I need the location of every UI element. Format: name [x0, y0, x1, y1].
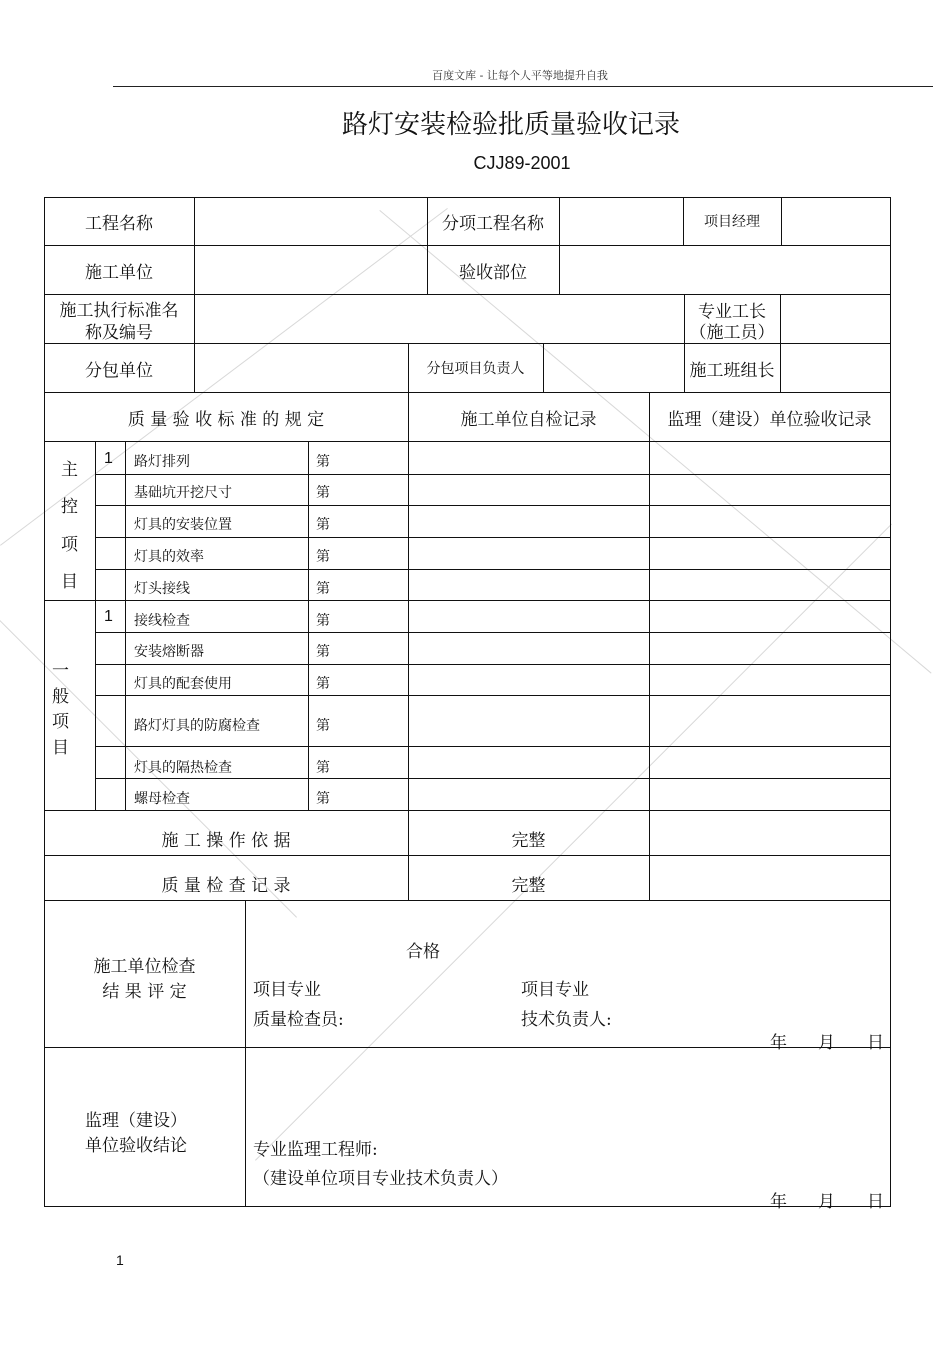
construction-result-label-2: 结 果 评 定	[102, 982, 187, 1002]
page-number: 1	[116, 1252, 124, 1268]
date-year: 年	[770, 1033, 787, 1053]
item-number: 1	[104, 608, 113, 625]
standard-code: CJJ89-2001	[473, 153, 571, 173]
supervision-result-label-2: 单位验收结论	[85, 1136, 187, 1156]
general-item-name: 灯具的配套使用	[134, 676, 232, 692]
supervision-result-label-1: 监理（建设）	[85, 1111, 187, 1131]
general-item-clause: 第	[316, 644, 330, 660]
sub-project-label: 分项工程名称	[442, 214, 544, 234]
quality-inspector-label-2: 质量检查员:	[253, 1010, 344, 1030]
technical-leader-label-2: 技术负责人:	[521, 1010, 612, 1030]
general-item-clause: 第	[316, 613, 330, 629]
general-item-clause: 第	[316, 676, 330, 692]
general-item-name: 螺母检查	[134, 791, 190, 807]
general-item-clause: 第	[316, 791, 330, 807]
item-number: 1	[104, 450, 113, 467]
main-item-clause: 第	[316, 454, 330, 470]
main-item-clause: 第	[316, 581, 330, 597]
quality-record-label: 质 量 检 查 记 录	[161, 876, 291, 896]
operation-basis-value: 完整	[511, 831, 546, 851]
foreman-label-2: （施工员）	[689, 323, 775, 343]
main-item-name: 灯具的效率	[134, 549, 204, 565]
technical-leader-label-1: 项目专业	[521, 980, 589, 1000]
operation-basis-label: 施 工 操 作 依 据	[161, 831, 291, 851]
general-label-char: 一	[52, 661, 69, 681]
general-item-name: 路灯灯具的防腐检查	[134, 718, 260, 734]
main-item-clause: 第	[316, 549, 330, 565]
general-item-name: 灯具的隔热检查	[134, 760, 232, 776]
main-item-clause: 第	[316, 485, 330, 501]
date-day: 日	[867, 1033, 884, 1053]
main-item-clause: 第	[316, 517, 330, 533]
supervising-engineer-label: 专业监理工程师:	[253, 1140, 378, 1160]
main-control-label-char: 控	[61, 497, 78, 517]
main-control-label-char: 项	[61, 535, 78, 555]
general-label-char: 般	[52, 687, 69, 707]
main-item-name: 基础坑开挖尺寸	[134, 485, 232, 501]
quality-record-value: 完整	[511, 876, 546, 896]
header-rule	[113, 86, 933, 87]
sub-item-leader-label: 分包项目负责人	[426, 361, 525, 377]
subcontractor-label: 分包单位	[85, 361, 153, 381]
quality-standard-header: 质 量 验 收 标 准 的 规 定	[127, 410, 325, 430]
project-manager-label: 项目经理	[704, 214, 760, 230]
main-item-name: 路灯排列	[134, 454, 190, 470]
date-day: 日	[867, 1192, 884, 1212]
quality-inspector-label-1: 项目专业	[253, 980, 321, 1000]
date-month: 月	[818, 1192, 835, 1212]
general-item-name: 接线检查	[134, 613, 190, 629]
document-title: 路灯安装检验批质量验收记录	[341, 110, 680, 140]
construction-result-label-1: 施工单位检查	[93, 957, 196, 977]
general-item-name: 安装熔断器	[134, 644, 204, 660]
supervision-check-header: 监理（建设）单位验收记录	[667, 410, 872, 430]
main-item-name: 灯具的安装位置	[134, 517, 232, 533]
standard-name-label-2: 称及编号	[85, 323, 153, 343]
owner-note: （建设单位项目专业技术负责人）	[253, 1169, 508, 1189]
main-control-label-char: 主	[61, 460, 78, 480]
date-year: 年	[770, 1192, 787, 1212]
general-item-clause: 第	[316, 760, 330, 776]
acceptance-part-label: 验收部位	[459, 263, 527, 283]
construction-unit-label: 施工单位	[85, 263, 153, 283]
self-check-header: 施工单位自检记录	[460, 410, 597, 430]
main-control-label-char: 目	[61, 572, 78, 592]
team-leader-label: 施工班组长	[689, 361, 775, 381]
project-name-label: 工程名称	[85, 214, 153, 234]
standard-name-label-1: 施工执行标准名	[59, 301, 179, 321]
construction-result-value: 合格	[406, 942, 440, 962]
general-label-char: 项	[52, 712, 69, 732]
main-item-name: 灯头接线	[134, 581, 190, 597]
page-header: 百度文库 - 让每个人平等地提升自我	[432, 69, 608, 82]
general-label-char: 目	[52, 738, 69, 758]
date-month: 月	[818, 1033, 835, 1053]
general-item-clause: 第	[316, 718, 330, 734]
foreman-label-1: 专业工长	[698, 302, 766, 322]
